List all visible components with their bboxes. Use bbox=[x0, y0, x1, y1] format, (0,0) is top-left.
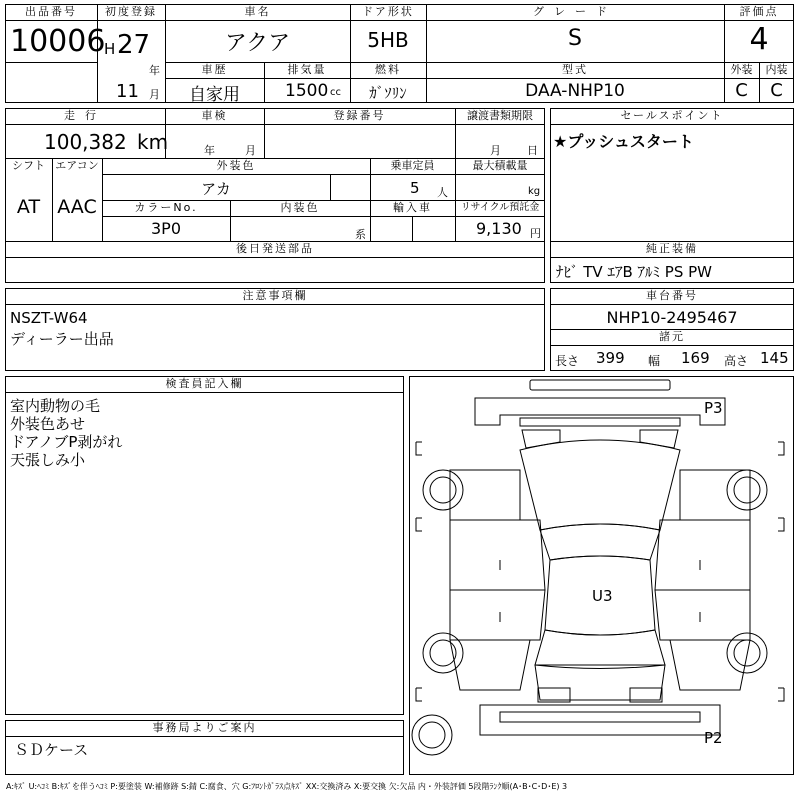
notes-line-1: NSZT-W64 bbox=[10, 309, 88, 327]
car-header: 車名 bbox=[244, 5, 271, 18]
grade-value: S bbox=[568, 26, 582, 51]
capacity-header: 乗車定員 bbox=[390, 159, 435, 172]
import-header: 輸入車 bbox=[393, 201, 432, 214]
model-value: DAA-NHP10 bbox=[525, 81, 625, 101]
equipment-value: ﾅﾋﾞ TV ｴｱB ｱﾙﾐ PS PW bbox=[556, 263, 712, 281]
color-no-header: カラーNo. bbox=[134, 201, 198, 214]
fuel-value: ｶﾞｿﾘﾝ bbox=[369, 84, 407, 102]
width-value: 169 bbox=[681, 349, 710, 367]
inspector-header: 検査員記入欄 bbox=[165, 377, 244, 390]
transfer-day-unit: 日 bbox=[527, 144, 538, 157]
ext-score-header: 外装 bbox=[730, 63, 753, 76]
int-score-header: 内装 bbox=[765, 63, 788, 76]
color-no-value: 3P0 bbox=[150, 219, 181, 238]
transfer-month-unit: 月 bbox=[490, 144, 501, 157]
door-header: ドア形状 bbox=[362, 5, 414, 18]
aircon-value: AAC bbox=[57, 196, 97, 218]
length-value: 399 bbox=[596, 349, 625, 367]
load-header: 最大積載量 bbox=[472, 159, 528, 172]
office-header: 事務局よりご案内 bbox=[152, 721, 257, 734]
score-value: 4 bbox=[749, 22, 769, 57]
reg-header: 初度登録 bbox=[105, 5, 157, 18]
score-header: 評価点 bbox=[739, 5, 779, 18]
sales-value: ★プッシュスタート bbox=[553, 132, 694, 151]
height-label: 高さ bbox=[724, 354, 749, 368]
reg-year-unit: 年 bbox=[149, 64, 160, 77]
history-header: 車歴 bbox=[201, 63, 228, 76]
fuel-header: 燃料 bbox=[375, 63, 401, 76]
inspector-line-2: 外装色あせ bbox=[10, 415, 86, 433]
height-value: 145 bbox=[760, 349, 789, 367]
lot-number: 10006 bbox=[10, 24, 106, 59]
diagram-mark-p2: P2 bbox=[704, 729, 723, 747]
inspection-header: 車検 bbox=[201, 109, 228, 122]
model-header: 型式 bbox=[562, 63, 588, 76]
later-parts-header: 後日発送部品 bbox=[236, 242, 314, 255]
int-color-unit: 系 bbox=[355, 228, 366, 241]
grade-header: グレード bbox=[533, 5, 617, 18]
width-label: 幅 bbox=[648, 354, 661, 368]
displacement-value: 1500 bbox=[285, 81, 329, 101]
notes-header: 注意事項欄 bbox=[242, 289, 308, 302]
capacity-value: 5 bbox=[410, 179, 420, 197]
door-value: 5HB bbox=[367, 28, 409, 52]
recycle-header: リサイクル預託金 bbox=[460, 202, 540, 213]
car-diagram-frame bbox=[409, 376, 794, 775]
load-unit: kg bbox=[528, 186, 541, 197]
mileage-header: 走行 bbox=[64, 109, 106, 122]
shift-value: AT bbox=[16, 196, 41, 218]
dimensions-header: 諸元 bbox=[659, 330, 685, 343]
mileage-unit: km bbox=[137, 130, 169, 154]
capacity-unit: 人 bbox=[437, 186, 448, 199]
plate-header: 登録番号 bbox=[333, 109, 386, 122]
int-score-value: C bbox=[770, 80, 783, 101]
mileage-value: 100,382 bbox=[44, 130, 127, 154]
inspector-line-1: 室内動物の毛 bbox=[10, 397, 101, 415]
history-value: 自家用 bbox=[189, 85, 240, 105]
inspector-line-3: ドアノブP剥がれ bbox=[10, 433, 123, 451]
ext-color-value: アカ bbox=[201, 180, 231, 198]
lot-header: 出品番号 bbox=[25, 5, 77, 18]
chassis-value: NHP10-2495467 bbox=[606, 308, 738, 327]
inspection-year-unit: 年 bbox=[204, 144, 215, 157]
office-value: ＳＤケース bbox=[14, 741, 89, 759]
transfer-header: 譲渡書類期限 bbox=[467, 109, 533, 122]
equipment-header: 純正装備 bbox=[646, 242, 698, 255]
shift-header: シフト bbox=[12, 159, 45, 172]
displacement-header: 排気量 bbox=[287, 63, 327, 76]
sales-header: セールスポイント bbox=[620, 109, 724, 122]
recycle-value: 9,130 bbox=[476, 219, 522, 238]
reg-month: 11 bbox=[116, 81, 139, 102]
notes-line-2: ディーラー出品 bbox=[10, 330, 114, 348]
legend-text: A:ｷｽﾞ U:ﾍｺﾐ B:ｷｽﾞを伴うﾍｺﾐ P:要塗装 W:補修跡 S:錆 C:腐食、穴 G:ﾌﾛﾝﾄｶﾞﾗｽ点ｷｽﾞ XX:交換済み X:要交換 欠:欠品 内・外装評価 5段階ﾗﾝｸ順(A･B･C･D･E) 3 bbox=[6, 782, 568, 791]
int-color-header: 内装色 bbox=[280, 201, 320, 214]
ext-color-header: 外装色 bbox=[216, 159, 256, 172]
reg-year: 27 bbox=[117, 30, 151, 60]
inspection-month-unit: 月 bbox=[245, 144, 256, 157]
ext-score-value: C bbox=[735, 80, 748, 101]
reg-month-unit: 月 bbox=[149, 88, 160, 101]
displacement-unit: cc bbox=[330, 87, 341, 98]
car-name: アクア bbox=[224, 31, 291, 56]
inspector-line-4: 天張しみ小 bbox=[10, 451, 86, 469]
aircon-header: エアコン bbox=[55, 159, 99, 172]
length-label: 長さ bbox=[555, 354, 580, 368]
diagram-mark-u3: U3 bbox=[592, 587, 613, 605]
diagram-mark-p3: P3 bbox=[704, 399, 723, 417]
recycle-unit: 円 bbox=[530, 227, 541, 240]
reg-era: H bbox=[104, 40, 116, 58]
chassis-header: 車台番号 bbox=[646, 289, 698, 302]
